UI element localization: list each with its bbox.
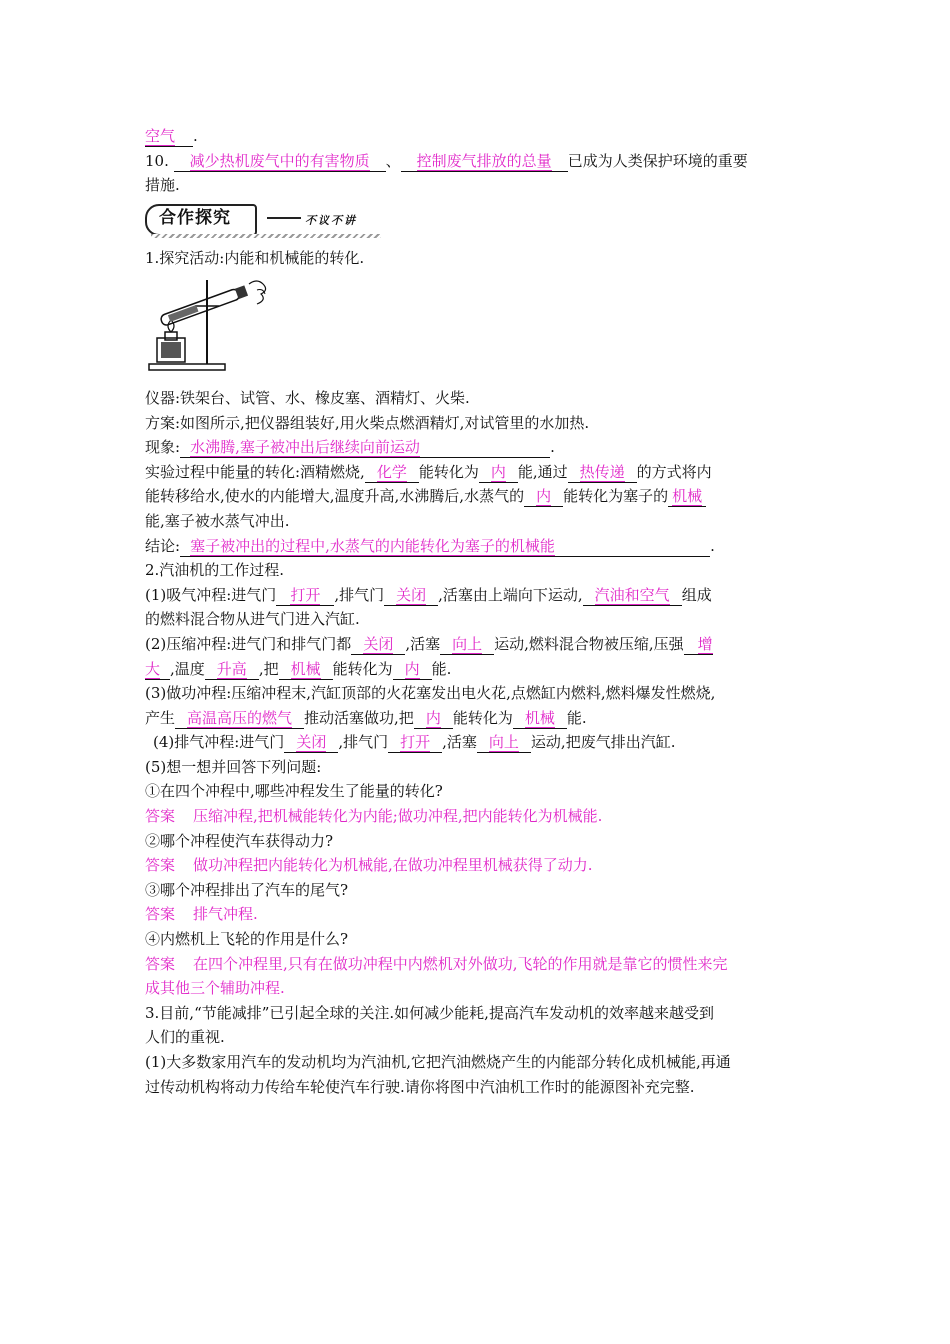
worksheet-page bbox=[145, 124, 810, 1099]
question-10-line1: 10. 减少热机废气中的有害物质 、 控制废气排放的总量 已成为人类保护环境的重要 bbox=[145, 151, 748, 170]
blank-answer: 高温高压的燃气 bbox=[187, 708, 293, 727]
section-title: 合作探究 bbox=[159, 207, 231, 228]
blank-answer: 关闭 bbox=[396, 585, 427, 604]
section-banner bbox=[145, 200, 810, 240]
qa-question-3: ③哪个冲程排出了汽车的尾气? bbox=[145, 880, 349, 899]
q2-stroke4: (4)排气冲程:进气门 关闭 ,排气门 打开 ,活塞 向上 运动,把废气排出汽缸. bbox=[153, 733, 676, 752]
blank-answer: 大 bbox=[145, 659, 161, 678]
q3-line1: 3.目前,“节能减排”已引起全球的关注.如何减少能耗,提高汽车发动机的效率越来越受到 bbox=[145, 1003, 714, 1022]
blank-answer: 向上 bbox=[452, 634, 483, 653]
blank-answer: 减少热机废气中的有害物质 bbox=[189, 151, 370, 170]
blank-answer: 打开 bbox=[400, 733, 431, 752]
q2-stroke1-line1: (1)吸气冲程:进气门 打开 ,排气门 关闭 ,活塞由上端向下运动, 汽油和空气 组成 bbox=[145, 585, 712, 604]
blank-answer: 关闭 bbox=[296, 733, 327, 752]
q1-conclusion: 结论: 塞子被冲出的过程中,水蒸气的内能转化为塞子的机械能 . bbox=[145, 536, 715, 555]
question-10-line2: 措施. bbox=[145, 176, 180, 195]
blank-answer: 机械 bbox=[290, 659, 321, 678]
qa-answer-2: 答案 做功冲程把内能转化为机械能,在做功冲程里机械获得了动力. bbox=[145, 856, 593, 875]
blank-answer: 内 bbox=[536, 487, 552, 506]
blank-answer: 增 bbox=[697, 634, 713, 653]
q2-stroke2-line1: (2)压缩冲程:进气门和排气门都 关闭 ,活塞 向上 运动,燃料混合物被压缩,压强 增 bbox=[145, 634, 713, 653]
q1-plan: 方案:如图所示,把仪器组装好,用火柴点燃酒精灯,对试管里的水加热. bbox=[145, 413, 590, 432]
qa-answer-4: 答案 在四个冲程里,只有在做功冲程中内燃机对外做功,飞轮的作用就是靠它的惯性来完 bbox=[145, 954, 728, 973]
prev-answer-line: 空气 . bbox=[145, 127, 198, 145]
qa-question-4: ④内燃机上飞轮的作用是什么? bbox=[145, 930, 349, 949]
q1-transfer-line3: 能,塞子被水蒸气冲出. bbox=[145, 511, 290, 530]
q2-title: 2.汽油机的工作过程. bbox=[145, 561, 285, 580]
qa-answer-1: 答案 压缩冲程,把机械能转化为内能;做功冲程,把内能转化为机械能. bbox=[145, 807, 603, 826]
q2-stroke1-line2: 的燃料混合物从进气门进入汽缸. bbox=[145, 610, 360, 629]
blank-answer: 化学 bbox=[376, 462, 407, 481]
qa-answer-3: 答案 排气冲程. bbox=[145, 905, 258, 924]
blank-answer: 塞子被冲出的过程中,水蒸气的内能转化为塞子的机械能 bbox=[190, 536, 555, 555]
blank-answer: 向上 bbox=[488, 733, 519, 752]
q2-stroke2-line2: 大 ,温度 升高 ,把 机械 能转化为 内 能. bbox=[145, 659, 452, 678]
q3-line4: 过传动机构将动力传给车轮使汽车行驶.请你将图中汽油机工作时的能源图补充完整. bbox=[145, 1077, 695, 1096]
q3-line2: 人们的重视. bbox=[145, 1028, 225, 1047]
qa-question-1: ①在四个冲程中,哪些冲程发生了能量的转化? bbox=[145, 782, 443, 801]
blank-answer: 升高 bbox=[216, 659, 247, 678]
blank-answer: 打开 bbox=[290, 585, 321, 604]
test-tube-heating-apparatus-icon bbox=[145, 276, 275, 372]
q3-line3: (1)大多数家用汽车的发动机均为汽油机,它把汽油燃烧产生的内能部分转化成机械能,再通 bbox=[145, 1053, 731, 1071]
q1-transfer-line1: 实验过程中能量的转化:酒精燃烧, 化学 能转化为 内 能,通过 热传递 的方式将内 bbox=[145, 462, 712, 481]
blank-answer: 水沸腾,塞子被冲出后继续向前运动 bbox=[190, 438, 420, 457]
q1-transfer-line2: 能转移给水,使水的内能增大,温度升高,水沸腾后,水蒸气的 内 能转化为塞子的 机械 bbox=[145, 484, 810, 509]
blank-answer: 机械 bbox=[672, 487, 703, 506]
blank-answer: 机械 bbox=[524, 708, 555, 727]
qa-answer-4-cont: 成其他三个辅助冲程. bbox=[145, 979, 285, 998]
q1-instruments: 仪器:铁架台、试管、水、橡皮塞、酒精灯、火柴. bbox=[145, 388, 470, 407]
q2-stroke3-line1: (3)做功冲程:压缩冲程末,汽缸顶部的火花塞发出电火花,点燃缸内燃料,燃料爆发性燃烧, bbox=[145, 684, 716, 703]
q1-title: 1.探究活动:内能和机械能的转化. bbox=[145, 248, 365, 267]
blank-answer: 内 bbox=[404, 659, 420, 678]
blank-answer: 内 bbox=[425, 708, 441, 727]
blank-answer: 空气 bbox=[145, 127, 176, 145]
blank-answer: 关闭 bbox=[363, 634, 394, 653]
blank-answer: 汽油和空气 bbox=[594, 585, 670, 604]
q1-phenomenon: 现象: 水沸腾,塞子被冲出后继续向前运动 . bbox=[145, 438, 555, 457]
blank-answer: 内 bbox=[490, 462, 506, 481]
blank-answer: 热传递 bbox=[579, 462, 625, 481]
q2-stroke3-line2: 产生 高温高压的燃气 推动活塞做功,把 内 能转化为 机械 能. bbox=[145, 708, 587, 727]
section-subtitle: 不议不讲 bbox=[305, 213, 357, 227]
q2-think: (5)想一想并回答下列问题: bbox=[145, 757, 322, 776]
qa-question-2: ②哪个冲程使汽车获得动力? bbox=[145, 831, 334, 850]
blank-answer: 控制废气排放的总量 bbox=[416, 151, 552, 170]
